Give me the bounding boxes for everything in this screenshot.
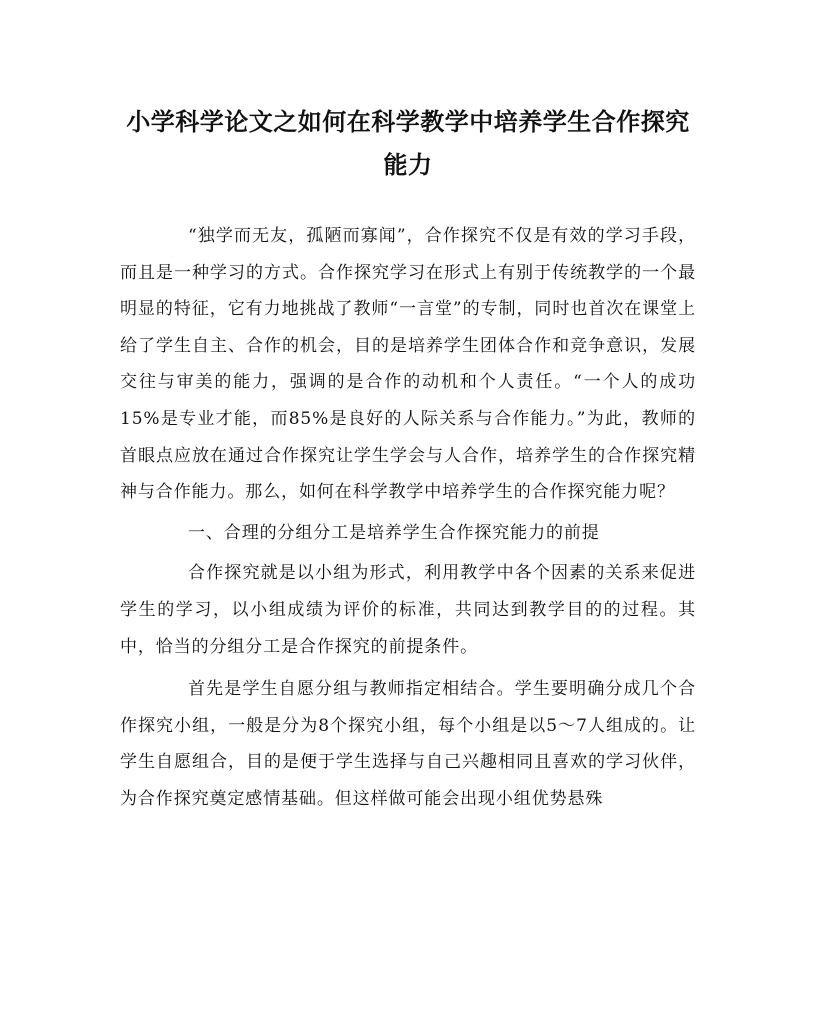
document-body (120, 218, 696, 818)
paragraph-section-1: 合作探究就是以小组为形式，利用教学中各个因素的关系来促进学生的学习，以小组成绩为评价的标准，共同达到教学目的的过程。其中，恰当的分组分工是合作探究的前提条件。 (120, 563, 696, 657)
paragraph-intro: “独学而无友，孤陋而寡闻”，合作探究不仅是有效的学习手段，而且是一种学习的方式。合作探究学习在形式上有别于传统教学的一个最明显的特征，它有力地挑战了教师“一言堂”的专制，同时也首次在课堂上给了学生自主、合作的机会，目的是培养学生团体合作和竞争意识，发展交往与审美的能力，强调的是合作的动机和个人责任。“一个人的成功15%是专业才能，而85%是良好的人际关系与合作能力。”为此，教师的首眼点应放在通过合作探究让学生学会与人合作，培养学生的合作探究精神与合作能力。那么，如何在科学教学中培养学生的合作探究能力呢？ (120, 226, 696, 503)
document-title: 小学科学论文之如何在科学教学中培养学生合作探究能力 (126, 107, 690, 179)
section-heading-1: 一、合理的分组分工是培养学生合作探究能力的前提 (188, 522, 600, 543)
paragraph-grouping: 首先是学生自愿分组与教师指定相结合。学生要明确分成几个合作探究小组，一般是分为8个探究小组，每个小组是以5～7人组成的。让学生自愿组合，目的是便于学生选择与自己兴趣相同且喜欢的学习伙伴，为合作探究奠定感情基础。但这样做可能会出现小组优势悬殊 (120, 679, 696, 809)
